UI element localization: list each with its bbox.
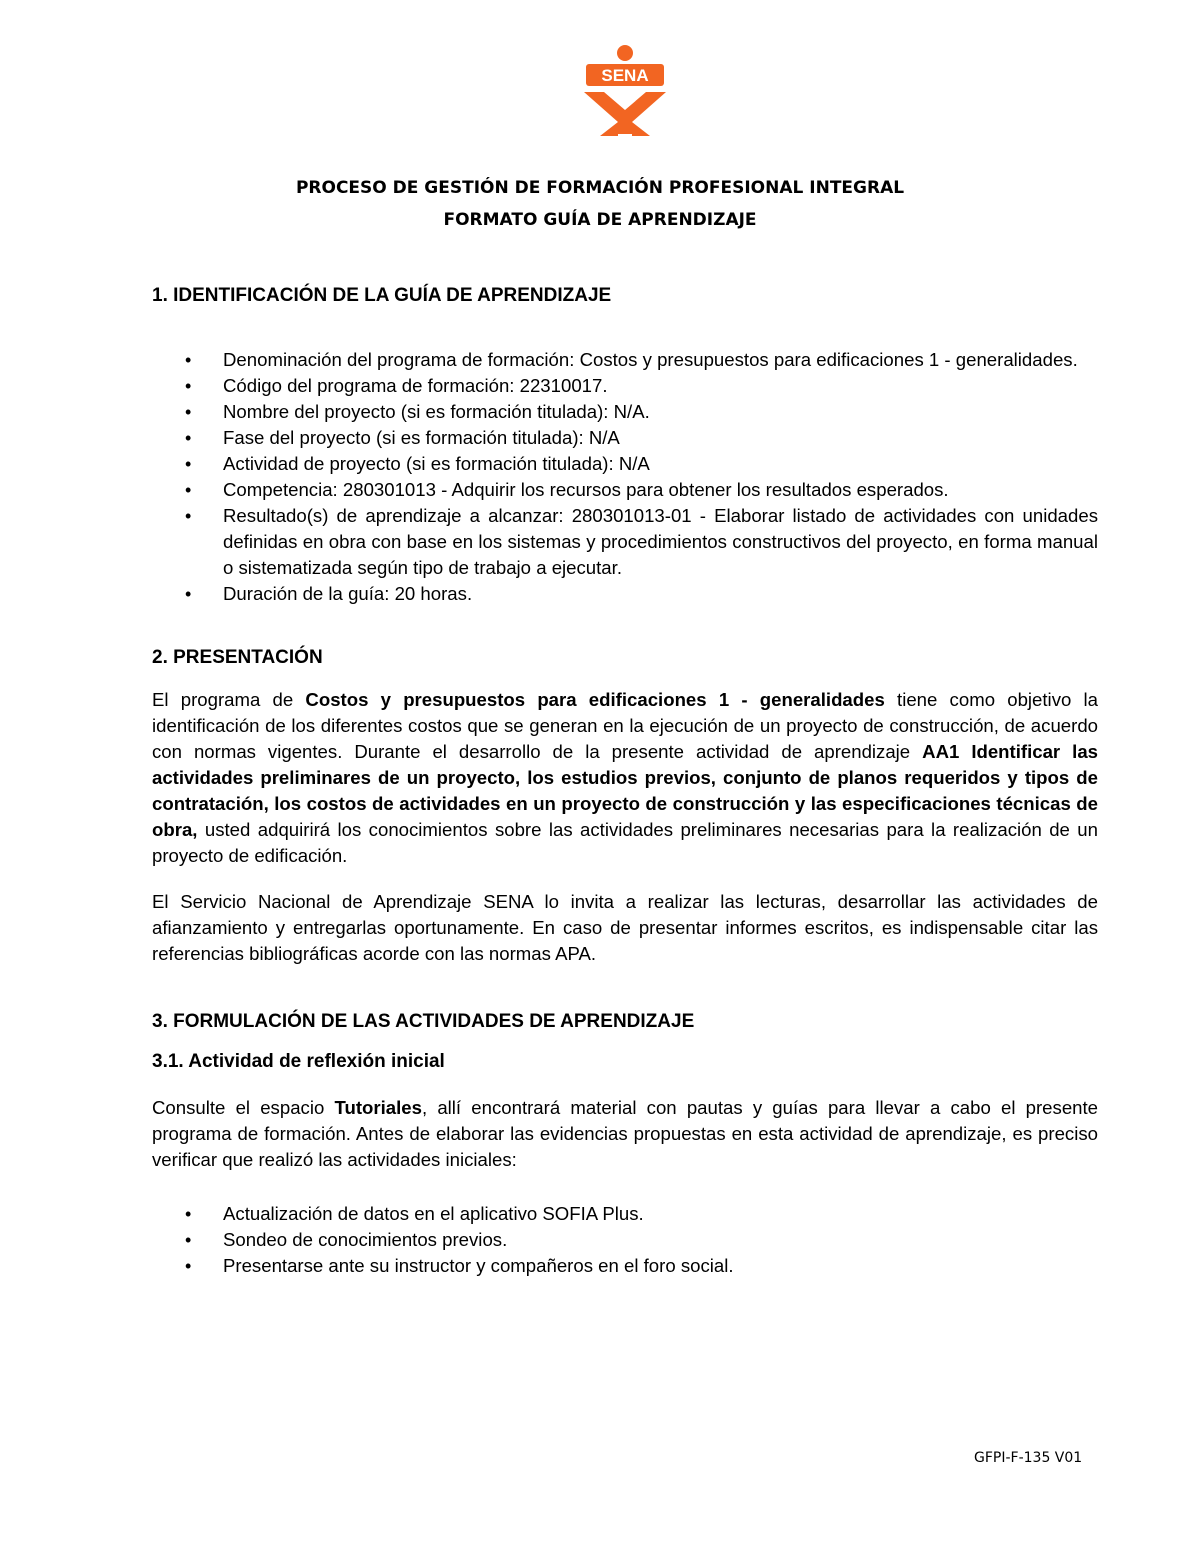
list-item: • Nombre del proyecto (si es formación titulada): N/A. (152, 399, 1098, 425)
bullet-icon: • (185, 506, 192, 526)
section3-subtitle: 3.1. Actividad de reflexión inicial (152, 1051, 445, 1072)
header-format-title: FORMATO GUÍA DE APRENDIZAJE (443, 210, 757, 230)
sena-logo (580, 44, 670, 136)
footer-code: GFPI-F-135 V01 (974, 1450, 1083, 1466)
list-item: • Actividad de proyecto (si es formación titulada): N/A (152, 451, 1098, 477)
list-item: • Duración de la guía: 20 horas. (152, 581, 1098, 607)
reflection-paragraph: Consulte el espacio Tutoriales, allí encontrará material con pautas y guías para llevar a cabo el presente programa de formación. Antes de elaborar las evidencias propuestas en esta actividad de aprendizaje, es preciso verificar que realizó las actividades iniciales: (152, 1097, 1099, 1170)
section3-list (152, 1201, 1098, 1279)
bullet-icon: • (185, 402, 192, 422)
list-item: • Competencia: 280301013 - Adquirir los recursos para obtener los resultados esperados. (152, 477, 1098, 503)
bullet-icon: • (185, 454, 192, 474)
list-item: • Sondeo de conocimientos previos. (152, 1227, 1098, 1253)
presentation-paragraph-2: El Servicio Nacional de Aprendizaje SENA lo invita a realizar las lecturas, desarrollar las actividades de afianzamiento y entregarlas oportunamente. En caso de presentar informes escritos, es indispensable citar las referencias bibliográficas acorde con las normas APA. (152, 891, 1098, 964)
presentation-paragraph-1: El programa de Costos y presupuestos para edificaciones 1 - generalidades tiene como objetivo la identificación de los diferentes costos que se generan en la ejecución de un proyecto de construcción, de acuerdo con normas vigentes. Durante el desarrollo de la presente actividad de aprendizaje AA1 Identificar las actividades preliminares de un proyecto, los estudios previos, conjunto de planos requeridos y tipos de contratación, los costos de actividades en un proyecto de construcción y las especificaciones técnicas de obra, usted adquirirá los conocimientos sobre las actividades preliminares necesarias para la realización de un proyecto de edificación. (152, 689, 1099, 866)
list-item: • Denominación del programa de formación: Costos y presupuestos para edificaciones 1 - generalidades. (152, 347, 1098, 373)
list-item: • Actualización de datos en el aplicativo SOFIA Plus. (152, 1201, 1098, 1227)
bullet-icon: • (185, 350, 192, 370)
bullet-icon: • (185, 1230, 192, 1250)
bullet-icon: • (185, 480, 192, 500)
header-process-title: PROCESO DE GESTIÓN DE FORMACIÓN PROFESIONAL INTEGRAL (295, 178, 905, 198)
bullet-icon: • (185, 1204, 192, 1224)
bullet-icon: • (185, 376, 192, 396)
section1-title: 1. IDENTIFICACIÓN DE LA GUÍA DE APRENDIZAJE (152, 285, 612, 306)
section3-title: 3. FORMULACIÓN DE LAS ACTIVIDADES DE APRENDIZAJE (152, 1011, 695, 1032)
logo-text: SENA (601, 66, 649, 85)
document-body (152, 285, 1098, 1279)
bullet-icon: • (185, 584, 192, 604)
section2-title: 2. PRESENTACIÓN (152, 647, 323, 668)
bullet-icon: • (185, 1256, 192, 1276)
section1-list (152, 347, 1098, 607)
list-item: • Código del programa de formación: 22310017. (152, 373, 1098, 399)
list-item: • Resultado(s) de aprendizaje a alcanzar: 280301013-01 - Elaborar listado de actividades con unidades definidas en obra con base en los sistemas y procedimientos constructivos del proyecto, en forma manual o sistematizada según tipo de trabajo a ejecutar. (185, 505, 1098, 578)
list-item: • Fase del proyecto (si es formación titulada): N/A (152, 425, 1098, 451)
list-item: • Presentarse ante su instructor y compañeros en el foro social. (152, 1253, 1098, 1279)
bullet-icon: • (185, 428, 192, 448)
